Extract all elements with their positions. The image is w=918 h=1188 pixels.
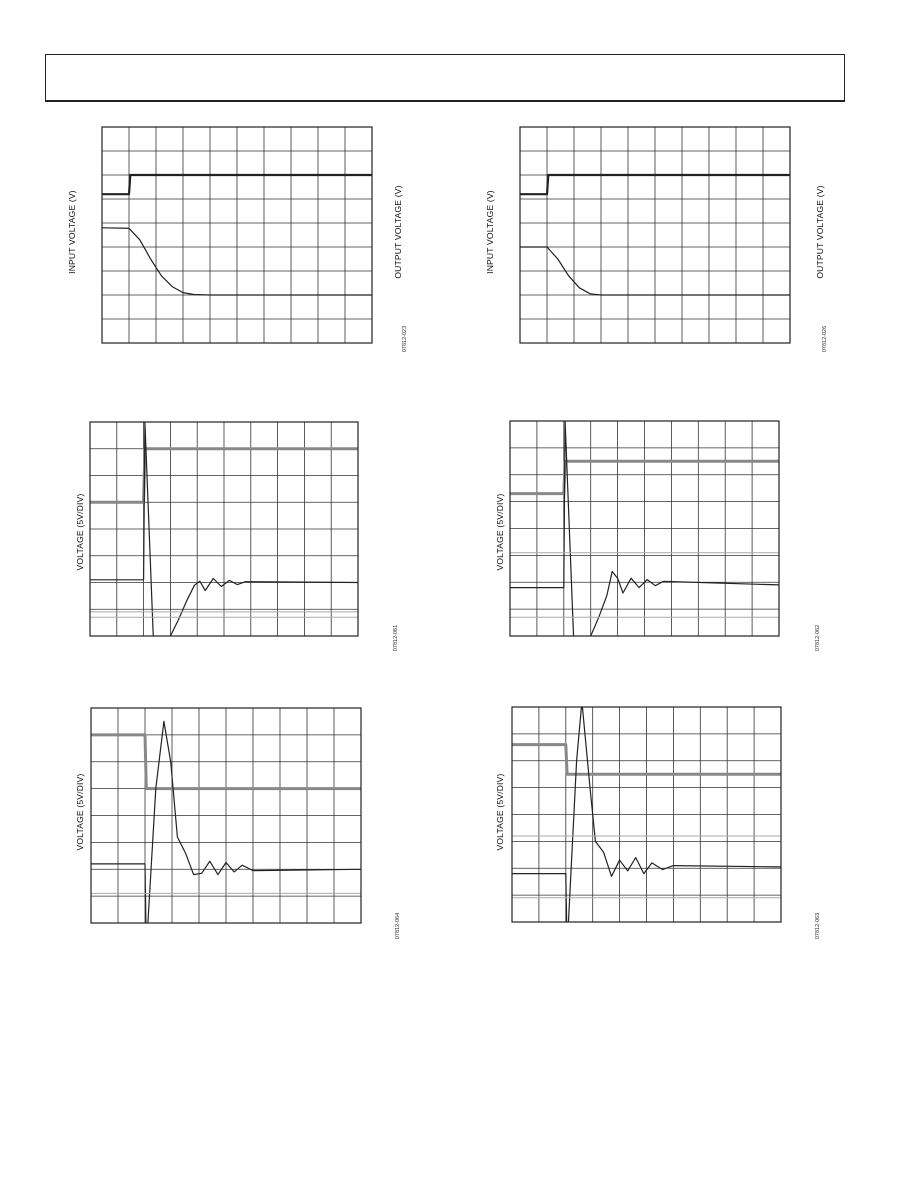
- grid: [510, 421, 779, 636]
- chart-voltage-step-down-right: [480, 696, 830, 956]
- figure-code: 07812-026: [822, 325, 828, 353]
- grid: [520, 127, 790, 343]
- chart-plot: [60, 120, 420, 360]
- y-axis-label: VOLTAGE (5V/DIV): [495, 493, 505, 571]
- chart-plot: [60, 696, 410, 956]
- y-axis-label: VOLTAGE (5V/DIV): [495, 773, 505, 851]
- grid: [512, 707, 781, 922]
- grid: [102, 127, 372, 343]
- chart-voltage-step-down-left: [60, 696, 410, 956]
- chart-voltage-step-up-left: [60, 412, 410, 672]
- figure-code: 07812-023: [402, 325, 408, 353]
- chart-plot: [60, 412, 410, 672]
- chart-plot: [480, 120, 840, 360]
- y-axis-label: VOLTAGE (5V/DIV): [75, 773, 85, 851]
- grid: [91, 708, 361, 923]
- y-axis-label-left: INPUT VOLTAGE (V): [485, 190, 495, 274]
- chart-plot: [480, 696, 830, 956]
- figure-code: 07812-064: [395, 912, 401, 940]
- figure-code: 07812-062: [815, 624, 821, 652]
- chart-input-output-voltage-right: [480, 120, 840, 360]
- y-axis-label-left: INPUT VOLTAGE (V): [67, 190, 77, 274]
- chart-input-output-voltage-left: [60, 120, 420, 360]
- chart-voltage-step-up-right: [480, 412, 830, 672]
- figure-code: 07812-061: [393, 624, 399, 652]
- y-axis-label-right: OUTPUT VOLTAGE (V): [393, 185, 403, 279]
- y-axis-label: VOLTAGE (5V/DIV): [75, 493, 85, 571]
- page-header-box: [45, 54, 845, 102]
- chart-plot: [480, 412, 830, 672]
- grid: [90, 422, 358, 636]
- figure-code: 07812-063: [815, 912, 821, 940]
- y-axis-label-right: OUTPUT VOLTAGE (V): [815, 185, 825, 279]
